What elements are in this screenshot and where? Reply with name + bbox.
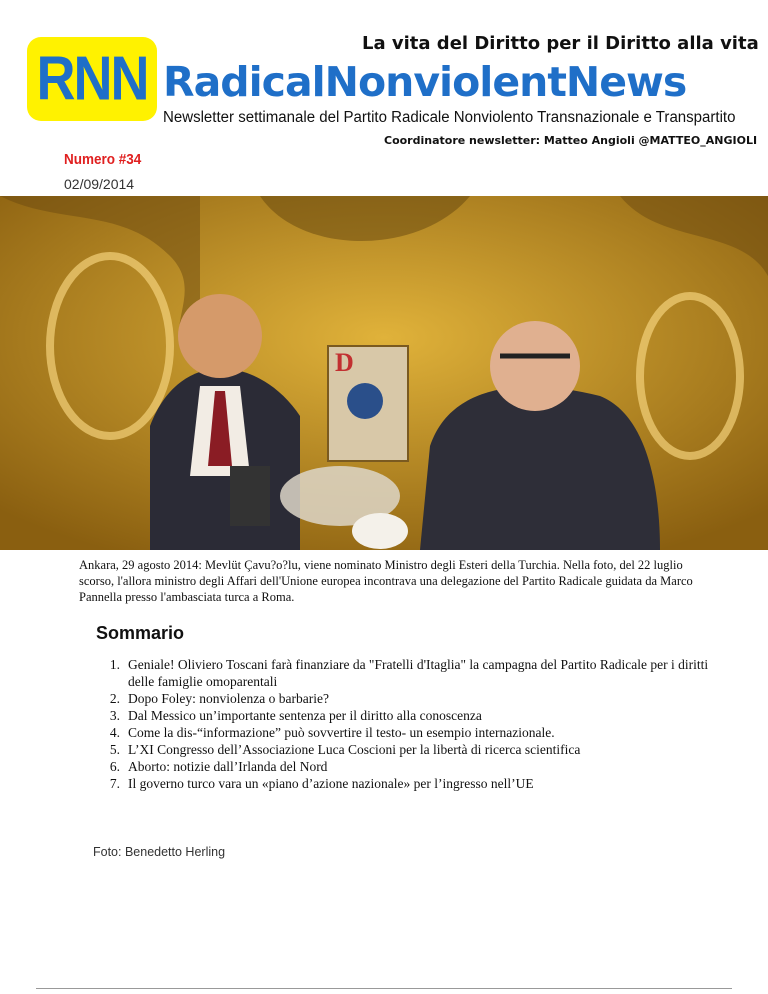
issue-number: Numero #34 [64, 151, 142, 168]
sommario-item[interactable] [84, 707, 724, 724]
item-number: 2. [109, 691, 120, 706]
item-number: 1. [109, 657, 120, 672]
issue-date: 02/09/2014 [64, 176, 135, 192]
item-number: 3. [109, 708, 120, 723]
newsletter-subtitle: Newsletter settimanale del Partito Radicale Nonviolento Transnazionale e Transpartito [163, 109, 736, 126]
coordinator-line: Coordinatore newsletter: Matteo Angioli @MATTEO_ANGIOLI [384, 134, 758, 147]
item-text: Dal Messico un’importante sentenza per il diritto alla conoscenza [128, 708, 482, 723]
photo-illustration [0, 196, 768, 550]
item-text: L’XI Congresso dell’Associazione Luca Coscioni per la libertà di ricerca scientifica [128, 742, 581, 757]
sommario-heading: Sommario [96, 623, 185, 643]
item-text: Il governo turco vara un «piano d’azione nazionale» per l’ingresso nell’UE [128, 776, 534, 791]
brand-title: RadicalNonviolentNews [163, 58, 687, 106]
item-text: Aborto: notizie dall’Irlanda del Nord [128, 759, 328, 774]
item-text: Come la dis-“informazione” può sovvertire il testo- un esempio internazionale. [128, 725, 555, 740]
news-photo [0, 196, 768, 550]
sommario-item[interactable] [84, 724, 724, 741]
item-number: 5. [109, 742, 120, 757]
item-number: 4. [109, 725, 120, 740]
sommario-item[interactable] [84, 656, 724, 690]
sommario-item[interactable] [84, 741, 724, 758]
sommario-item[interactable] [84, 758, 724, 775]
footer-divider [36, 988, 732, 989]
photo-credit: Foto: Benedetto Herling [93, 845, 226, 859]
tagline: La vita del Diritto per il Diritto alla vita [362, 33, 759, 54]
logo-text: RNN [36, 44, 148, 114]
item-number: 6. [109, 759, 120, 774]
item-text: Geniale! Oliviero Toscani farà finanziare da "Fratelli d'Itaglia" la campagna del Partito Radicale per i diritti delle famiglie omoparentali [128, 657, 709, 689]
photo-caption: Ankara, 29 agosto 2014: Mevlüt Çavu?o?lu, viene nominato Ministro degli Esteri della Turchia. Nella foto, del 22 luglio scorso, l'allora ministro degli Affari dell'Unione europea incontrava una delegazione del Partito Radicale guidata da Marco Pannella presso l'ambasciata turca a Roma. [79, 558, 693, 604]
sommario-list [84, 656, 724, 792]
sommario-item[interactable] [84, 775, 724, 792]
svg-text:D: D [335, 348, 354, 377]
item-number: 7. [109, 776, 120, 791]
sommario-item[interactable] [84, 690, 724, 707]
rnn-logo [27, 37, 157, 121]
item-text: Dopo Foley: nonviolenza o barbarie? [128, 691, 329, 706]
